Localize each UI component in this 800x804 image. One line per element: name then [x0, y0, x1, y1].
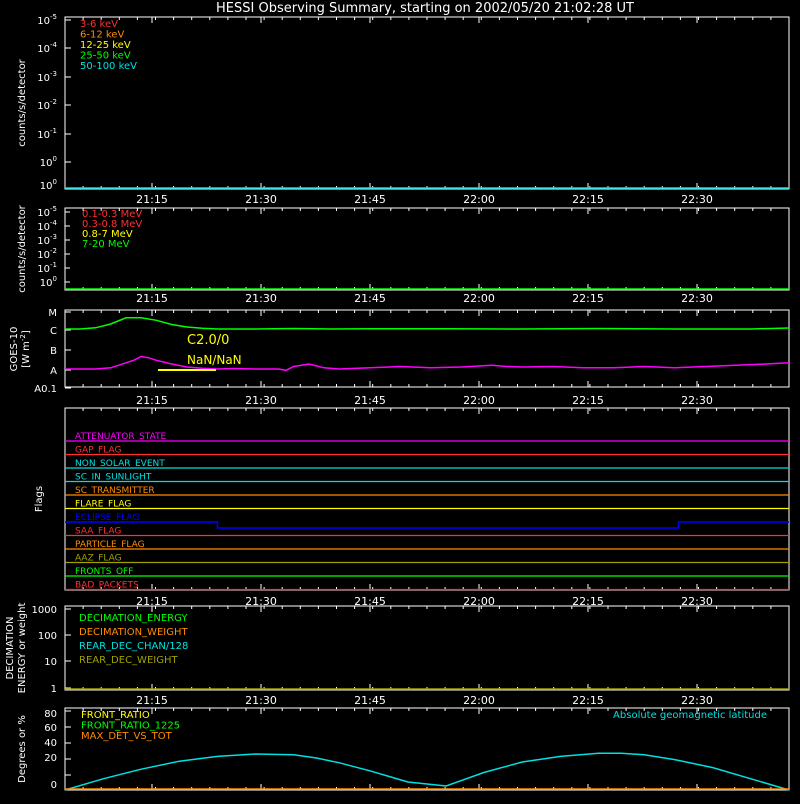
flag-label: BAD_PACKETS [75, 580, 139, 591]
y-tick-label: $10^0$ [39, 178, 57, 192]
x-tick-label: 22:15 [572, 292, 604, 305]
legend-entry: REAR_DEC_CHAN/128 [79, 641, 189, 652]
flag-label: AAZ_FLAG [75, 553, 122, 564]
series-line [65, 357, 789, 371]
x-tick-label: 21:30 [245, 394, 277, 407]
y-axis-unit: [W $m^{-2}$] [19, 330, 32, 368]
y-tick-label: 80 [44, 709, 57, 720]
y-axis-label: GOES-10 [9, 326, 20, 372]
y-tick-label: B [50, 346, 57, 357]
y-tick-label: 20 [44, 753, 57, 764]
flag-label: FRONTS_OFF [75, 567, 134, 577]
legend-entry: 7-20 MeV [82, 239, 130, 250]
y-tick-label: A0.1 [34, 384, 57, 395]
y-tick-label: $10^{-2}$ [37, 98, 57, 112]
legend-entry: 0.1-0.3 MeV [82, 209, 143, 220]
panel-high-energy-frame [65, 208, 789, 290]
flare-sublabel: NaN/NaN [187, 353, 242, 367]
y-tick-label: $10^{-1}$ [37, 127, 57, 141]
x-tick-label: 22:30 [681, 394, 713, 407]
legend-entry: MAX_DET_VS_TOT [81, 731, 172, 742]
x-tick-label: 22:15 [572, 694, 604, 707]
flag-label: GAP_FLAG [75, 445, 122, 456]
y-tick-label: $10^{-3}$ [37, 233, 57, 247]
x-tick-label: 22:30 [681, 595, 713, 608]
y-tick-label: 40 [44, 738, 57, 749]
y-tick-label: $10^{-3}$ [37, 70, 57, 84]
y-tick-label: A [50, 366, 57, 377]
flag-label: NON_SOLAR_EVENT [75, 459, 165, 469]
x-tick-label: 22:30 [681, 292, 713, 305]
x-tick-label: 21:30 [245, 292, 277, 305]
y-tick-label: $10^{-4}$ [37, 219, 57, 233]
legend-entry: 0.8-7 MeV [82, 229, 133, 240]
legend-entry: 50-100 keV [80, 61, 138, 72]
flag-label: SAA_FLAG [75, 526, 122, 537]
x-tick-label: 21:30 [245, 193, 277, 206]
flag-label: SC_IN_SUNLIGHT [75, 472, 152, 483]
y-axis-label: counts/s/detector [17, 205, 28, 293]
panel-goes-frame [65, 310, 789, 387]
x-tick-label: 21:15 [136, 595, 168, 608]
y-tick-label: C [50, 326, 57, 337]
panel-low-energy-frame [65, 17, 789, 189]
y-axis-label-2: ENERGY or weight [17, 602, 28, 694]
legend-entry: DECIMATION_WEIGHT [79, 627, 188, 638]
x-tick-label: 22:15 [572, 595, 604, 608]
right-legend-label: Absolute geomagnetic latitude [613, 710, 767, 721]
legend-entry: 3-6 keV [80, 19, 118, 30]
x-tick-label: 22:15 [572, 394, 604, 407]
y-tick-label: 0 [50, 780, 57, 791]
legend-entry: FRONT_RATIO [81, 710, 150, 721]
legend-entry: 6-12 keV [80, 29, 125, 41]
legend-entry: DECIMATION_ENERGY [79, 613, 188, 624]
chart-title: HESSI Observing Summary, starting on 2002/05/20 21:02:28 UT [216, 1, 634, 16]
flag-label: ECLIPSE_FLAG [75, 513, 140, 523]
y-axis-label: Degrees or % [17, 715, 28, 783]
flare-label: C2.0/0 [187, 333, 230, 348]
x-tick-label: 22:00 [463, 292, 495, 305]
y-tick-label: 100 [37, 631, 57, 642]
y-tick-label: $10^{-1}$ [37, 261, 57, 275]
x-tick-label: 22:00 [463, 595, 495, 608]
flag-label: ATTENUATOR_STATE [75, 432, 167, 442]
legend-entry: 12-25 keV [80, 40, 131, 51]
legend-entry: 0.3-0.8 MeV [82, 219, 143, 230]
y-tick-label: $10^{-5}$ [37, 13, 57, 27]
x-tick-label: 21:45 [354, 394, 386, 407]
x-tick-label: 21:45 [354, 292, 386, 305]
x-tick-label: 21:15 [136, 193, 168, 206]
y-tick-label: 1000 [31, 605, 57, 616]
y-axis-label: counts/s/detector [17, 59, 28, 147]
y-tick-label: $10^{-2}$ [37, 247, 57, 261]
y-axis-label: Flags [34, 485, 45, 513]
flag-label: PARTICLE_FLAG [75, 540, 145, 550]
x-tick-label: 21:15 [136, 694, 168, 707]
x-tick-label: 22:15 [572, 193, 604, 206]
y-tick-label: 1 [50, 684, 57, 695]
latitude-line [65, 753, 789, 790]
x-tick-label: 22:00 [463, 694, 495, 707]
y-tick-label: $10^0$ [39, 275, 57, 289]
x-tick-label: 21:30 [245, 694, 277, 707]
y-tick-label: $10^{-4}$ [37, 41, 57, 55]
legend-entry: 25-50 keV [80, 50, 131, 62]
y-axis-label: DECIMATION [5, 616, 16, 680]
flag-line [65, 522, 789, 528]
x-tick-label: 21:15 [136, 292, 168, 305]
x-tick-label: 22:30 [681, 193, 713, 206]
y-tick-label: $10^{-5}$ [37, 205, 57, 219]
y-tick-label: M [48, 308, 57, 319]
legend-entry: FRONT_RATIO_1225 [81, 720, 181, 732]
y-tick-label: $10^0$ [39, 155, 57, 169]
flag-label: SC_TRANSMITTER [75, 486, 155, 496]
series-line [65, 318, 789, 329]
legend-entry: REAR_DEC_WEIGHT [79, 655, 178, 666]
x-tick-label: 22:30 [681, 694, 713, 707]
x-tick-label: 22:00 [463, 394, 495, 407]
flag-label: FLARE_FLAG [75, 499, 132, 510]
y-tick-label: 10 [44, 657, 57, 668]
x-tick-label: 21:45 [354, 193, 386, 206]
x-tick-label: 22:00 [463, 193, 495, 206]
x-tick-label: 21:15 [136, 394, 168, 407]
x-tick-label: 21:45 [354, 595, 386, 608]
x-tick-label: 21:45 [354, 694, 386, 707]
y-tick-label: 60 [44, 723, 57, 734]
x-tick-label: 21:30 [245, 595, 277, 608]
